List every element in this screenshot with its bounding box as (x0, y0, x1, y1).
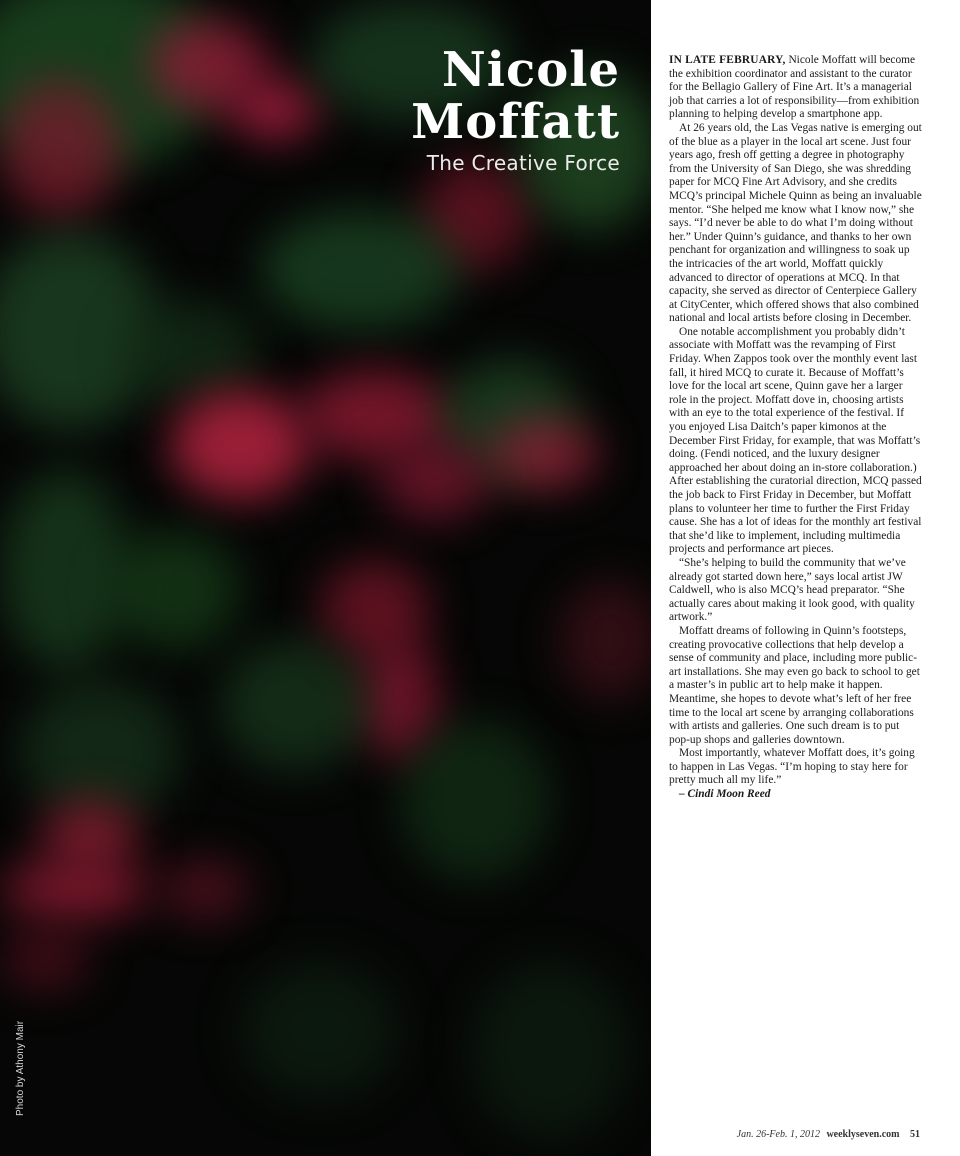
issue-date: Jan. 26-Feb. 1, 2012 (736, 1129, 820, 1140)
photo-credit: Photo by Athony Mair (15, 1020, 26, 1116)
site-name: weeklyseven.com (826, 1129, 900, 1140)
headline (411, 44, 620, 176)
article-paragraph-2: At 26 years old, the Las Vegas native is emerging out of the blue as a player in the local art scene. Just four years ago, fresh off getting a degree in photography from the University of San Diego, she was shredding paper for MCQ Fine Art Advisory, and she credits MCQ’s principal Michele Quinn as being an invaluable mentor. “She helped me know what I know now,” she says. “I’d never be able to do what I’m doing without her.” Under Quinn’s guidance, and thanks to her own penchant for organization and willingness to soak up the intricacies of the art world, Moffatt quickly advanced to director of operations at MCQ. In that capacity, she served as director of Centerpiece Gallery at CityCenter, which offered shows that also combined national and local artists before closing in December. (669, 121, 922, 325)
article-byline: – Cindi Moon Reed (679, 788, 771, 801)
article-lead-in: IN LATE FEBRUARY, (669, 54, 786, 66)
page-number: 51 (910, 1129, 920, 1140)
article-paragraph-4: “She’s helping to build the community that we’ve already got started down here,” says local artist JW Caldwell, who is also MCQ’s head preparator. “She actually cares about making it look good, with quality artwork.” (669, 556, 915, 624)
headline-subtitle: The Creative Force (426, 151, 620, 175)
headline-last-name: Moffatt (411, 94, 620, 150)
page-footer (737, 1129, 920, 1140)
article-paragraph-1-text: Nicole Moffatt will become the exhibition coordinator and assistant to the curator for the Bellagio Gallery of Fine Art. It’s a managerial job that carries a lot of responsibility—from exhibition planning to helping develop a smartphone app. (669, 54, 920, 121)
article-paragraph-1 (669, 54, 923, 122)
article-paragraph-5: Moffatt dreams of following in Quinn’s footsteps, creating provocative collections that help develop a sense of community and place, including more public-art installations. She may even go back to school to get a master’s in public art to help make it happen. Meantime, she hopes to devote what’s left of her free time to the local art scene by arranging collaborations with artists and galleries. One such dream is to put pop-up shops and galleries downtown. (669, 624, 920, 746)
article-paragraph-3: One notable accomplishment you probably didn’t associate with Moffatt was the revamping of First Friday. When Zappos took over the monthly event last fall, it hired MCQ to curate it. Because of Moffatt’s love for the local art scene, Quinn gave her a larger role in the project. Moffatt dove in, choosing artists with an eye to the total experience of the festival. If you enjoyed Lisa Daitch’s paper kimonos at the December First Friday, for example, that was Moffatt’s doing. (Fendi noticed, and the luxury designer approached her about doing an in-store collaboration.) After establishing the curatorial direction, MCQ passed the job back to First Friday in December, but Moffatt plans to volunteer her time to further the First Friday cause. She has a lot of ideas for the monthly art festival that she’d like to implement, including multimedia projects and performance art pieces. (669, 325, 922, 556)
article-paragraph-6: Most importantly, whatever Moffatt does, it’s going to happen in Las Vegas. “I’m hoping to stay here for pretty much all my life.” (669, 747, 915, 787)
headline-first-name: Nicole (441, 42, 620, 98)
article-body (669, 54, 923, 802)
